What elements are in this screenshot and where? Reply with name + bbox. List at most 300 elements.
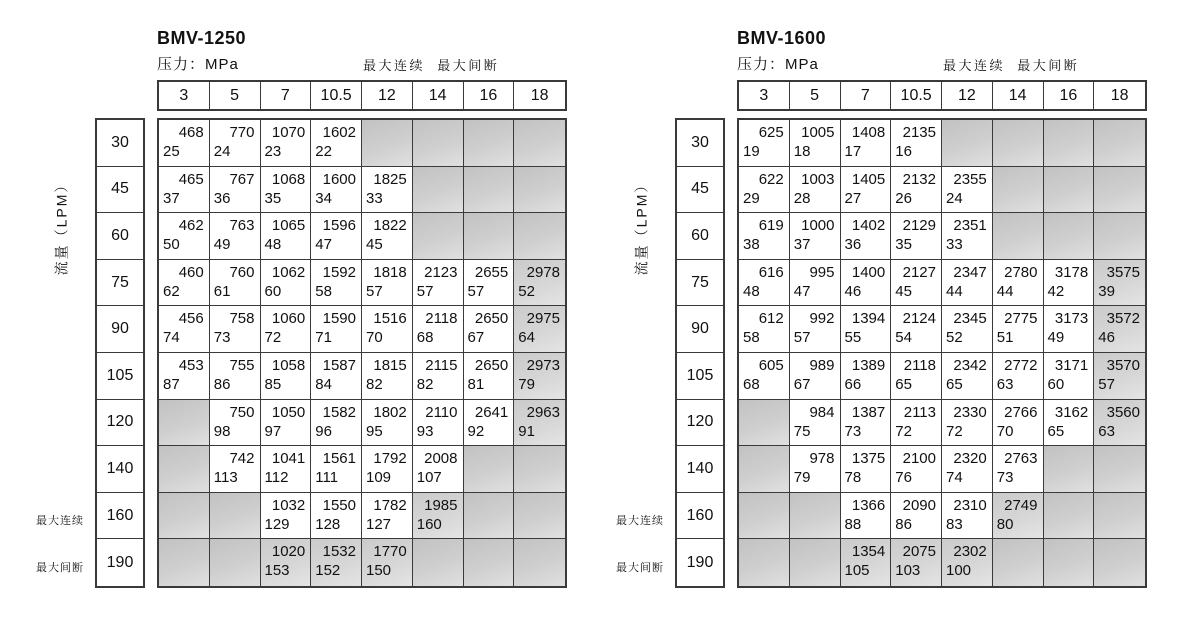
cell-90lpm-5mpa (210, 306, 261, 353)
cell-160lpm-3mpa (159, 493, 210, 540)
pressure-header-14: 14 (413, 82, 464, 109)
torque-value: 2123 (424, 263, 458, 281)
flow-axis-label-text: 流量（LPM） (633, 176, 650, 276)
pressure-header-12: 12 (942, 82, 993, 109)
cell-45lpm-16mpa (464, 167, 515, 214)
speed-value: 60 (264, 282, 282, 300)
cell-140lpm-5mpa (210, 446, 261, 493)
torque-speed-data-grid (157, 118, 567, 588)
torque-value: 2110 (425, 403, 458, 421)
torque-value: 1402 (851, 217, 886, 235)
speed-value: 95 (366, 422, 383, 440)
speed-value: 113 (213, 469, 238, 487)
torque-value: 2132 (902, 170, 936, 188)
torque-value: 1032 (271, 496, 306, 514)
speed-value: 57 (467, 282, 485, 300)
speed-value: 25 (163, 143, 180, 160)
speed-value: 92 (467, 422, 485, 440)
pump-table-bmv-1250 (36, 28, 567, 594)
speed-value: 152 (315, 562, 341, 580)
speed-value: 98 (213, 422, 231, 440)
speed-value: 96 (315, 422, 332, 440)
torque-value: 2118 (903, 356, 936, 374)
cell-75lpm-12mpa (362, 260, 413, 307)
pressure-header-row (157, 80, 567, 111)
pressure-header-16: 16 (1044, 82, 1095, 109)
torque-value: 755 (229, 356, 255, 374)
cell-105lpm-18mpa (514, 353, 565, 400)
cell-190lpm-7mpa (261, 539, 312, 586)
speed-value: 74 (163, 329, 180, 347)
cell-75lpm-14mpa (993, 260, 1044, 307)
torque-value: 2135 (902, 124, 936, 141)
speed-value: 67 (467, 329, 485, 347)
cell-120lpm-3mpa (739, 400, 790, 447)
torque-value: 1815 (373, 356, 407, 374)
torque-value: 1041 (271, 450, 306, 468)
torque-value: 1561 (322, 450, 356, 468)
cell-45lpm-14mpa (993, 167, 1044, 214)
speed-value: 61 (213, 282, 231, 300)
cell-140lpm-7mpa (261, 446, 312, 493)
cell-30lpm-14mpa (413, 120, 464, 167)
cell-45lpm-12mpa (362, 167, 413, 214)
cell-105lpm-14mpa (413, 353, 464, 400)
max-continuous-row-label: 最大连续 (36, 515, 84, 527)
cell-90lpm-7mpa (261, 306, 312, 353)
torque-value: 1818 (373, 263, 407, 281)
cell-60lpm-5mpa (210, 213, 261, 260)
speed-value: 24 (213, 143, 231, 160)
torque-value: 1532 (322, 543, 356, 561)
torque-value: 462 (178, 217, 204, 235)
cell-30lpm-3mpa (159, 120, 210, 167)
torque-value: 1060 (271, 310, 306, 328)
torque-value: 2355 (953, 170, 987, 188)
cell-45lpm-18mpa (514, 167, 565, 214)
speed-value: 84 (315, 375, 332, 393)
torque-value: 1822 (373, 217, 407, 235)
torque-value: 619 (758, 217, 784, 235)
cell-190lpm-5mpa (790, 539, 841, 586)
torque-value: 2749 (1004, 496, 1038, 514)
cell-30lpm-12mpa (362, 120, 413, 167)
cell-75lpm-7mpa (261, 260, 312, 307)
cell-75lpm-18mpa (1094, 260, 1145, 307)
torque-value: 3575 (1106, 263, 1140, 281)
flow-label-90: 90 (97, 306, 143, 353)
speed-value: 42 (1047, 282, 1065, 300)
cell-105lpm-7mpa (841, 353, 892, 400)
cell-45lpm-16mpa (1044, 167, 1095, 214)
cell-30lpm-5mpa (210, 120, 261, 167)
torque-value: 2978 (526, 263, 560, 281)
torque-value: 2775 (1004, 310, 1038, 328)
cell-75lpm-10.5mpa (311, 260, 362, 307)
cell-75lpm-16mpa (1044, 260, 1095, 307)
speed-value: 35 (264, 189, 282, 207)
cell-105lpm-16mpa (1044, 353, 1095, 400)
torque-value: 2100 (902, 450, 936, 468)
torque-value: 1770 (373, 543, 407, 561)
cell-75lpm-3mpa (159, 260, 210, 307)
cell-120lpm-18mpa (514, 400, 565, 447)
speed-value: 63 (996, 375, 1014, 393)
cell-190lpm-12mpa (362, 539, 413, 586)
cell-140lpm-18mpa (514, 446, 565, 493)
torque-value: 453 (178, 356, 204, 374)
torque-value: 2975 (526, 310, 560, 328)
torque-value: 1985 (424, 496, 458, 514)
cell-45lpm-3mpa (739, 167, 790, 214)
cell-120lpm-18mpa (1094, 400, 1145, 447)
cell-190lpm-3mpa (159, 539, 210, 586)
pressure-header-7: 7 (841, 82, 892, 109)
speed-value: 47 (793, 282, 811, 300)
torque-value: 1802 (373, 403, 407, 421)
speed-value: 79 (793, 469, 811, 487)
cell-75lpm-14mpa (413, 260, 464, 307)
speed-value: 127 (366, 515, 392, 533)
cell-90lpm-3mpa (159, 306, 210, 353)
speed-value: 63 (1098, 422, 1115, 440)
pressure-unit-label: 压力：MPa (737, 56, 819, 73)
torque-value: 612 (758, 310, 784, 328)
cell-120lpm-10.5mpa (891, 400, 942, 447)
torque-value: 1065 (271, 217, 306, 235)
torque-value: 1600 (322, 170, 356, 188)
cell-30lpm-16mpa (464, 120, 515, 167)
torque-value: 2345 (953, 310, 987, 328)
cell-30lpm-7mpa (261, 120, 312, 167)
torque-value: 1050 (271, 403, 306, 421)
cell-30lpm-18mpa (514, 120, 565, 167)
cell-140lpm-10.5mpa (891, 446, 942, 493)
cell-60lpm-7mpa (841, 213, 892, 260)
speed-value: 17 (844, 143, 862, 160)
cell-120lpm-5mpa (790, 400, 841, 447)
torque-value: 1354 (851, 543, 886, 561)
speed-value: 71 (315, 329, 332, 347)
torque-value: 1394 (851, 310, 886, 328)
pump-table-bmv-1600 (616, 28, 1147, 594)
torque-value: 2115 (425, 356, 458, 374)
torque-value: 2766 (1004, 403, 1038, 421)
cell-120lpm-14mpa (413, 400, 464, 447)
torque-value: 2655 (474, 263, 509, 281)
cell-160lpm-5mpa (210, 493, 261, 540)
speed-value: 87 (163, 375, 180, 393)
cell-105lpm-16mpa (464, 353, 515, 400)
cell-105lpm-7mpa (261, 353, 312, 400)
cell-60lpm-3mpa (159, 213, 210, 260)
cell-140lpm-18mpa (1094, 446, 1145, 493)
flow-values-column (95, 118, 145, 588)
cell-190lpm-3mpa (739, 539, 790, 586)
cell-60lpm-7mpa (261, 213, 312, 260)
torque-value: 2302 (953, 543, 987, 561)
cell-140lpm-5mpa (790, 446, 841, 493)
torque-value: 767 (229, 170, 255, 188)
cell-120lpm-7mpa (261, 400, 312, 447)
cell-30lpm-14mpa (993, 120, 1044, 167)
speed-value: 28 (793, 189, 811, 207)
flow-label-75: 75 (97, 260, 143, 307)
torque-value: 2973 (526, 356, 560, 374)
speed-value: 103 (895, 562, 921, 580)
speed-value: 107 (416, 469, 442, 487)
speed-value: 91 (518, 422, 535, 440)
torque-value: 2342 (953, 356, 987, 374)
flow-label-120: 120 (97, 400, 143, 447)
torque-value: 1375 (851, 450, 886, 468)
torque-value: 1590 (322, 310, 356, 328)
speed-value: 83 (946, 515, 963, 533)
cell-190lpm-5mpa (210, 539, 261, 586)
flow-label-60: 60 (97, 213, 143, 260)
cell-90lpm-10.5mpa (891, 306, 942, 353)
speed-value: 37 (793, 236, 811, 254)
torque-value: 2124 (902, 310, 936, 328)
speed-value: 27 (844, 189, 862, 207)
torque-value: 989 (809, 356, 835, 374)
cell-75lpm-7mpa (841, 260, 892, 307)
speed-value: 66 (844, 375, 862, 393)
speed-value: 29 (743, 189, 760, 207)
speed-value: 57 (793, 329, 811, 347)
speed-value: 37 (163, 189, 180, 207)
cell-140lpm-10.5mpa (311, 446, 362, 493)
torque-value: 1582 (322, 403, 356, 421)
torque-value: 984 (809, 403, 835, 421)
torque-value: 1387 (851, 403, 886, 421)
cell-160lpm-3mpa (739, 493, 790, 540)
torque-value: 3560 (1106, 403, 1140, 421)
cell-30lpm-16mpa (1044, 120, 1095, 167)
speed-value: 97 (264, 422, 282, 440)
cell-30lpm-10.5mpa (311, 120, 362, 167)
flow-label-45: 45 (677, 167, 723, 214)
max-continuous-row-label: 最大连续 (616, 515, 664, 527)
flow-label-120: 120 (677, 400, 723, 447)
torque-value: 1070 (271, 124, 306, 141)
max-intermittent-row-label: 最大间断 (36, 562, 84, 574)
cell-140lpm-12mpa (362, 446, 413, 493)
speed-value: 65 (1047, 422, 1065, 440)
torque-value: 605 (758, 356, 784, 374)
flow-label-30: 30 (677, 120, 723, 167)
flow-label-105: 105 (677, 353, 723, 400)
torque-value: 3178 (1054, 263, 1089, 281)
cell-90lpm-10.5mpa (311, 306, 362, 353)
flow-label-30: 30 (97, 120, 143, 167)
cell-140lpm-14mpa (993, 446, 1044, 493)
cell-90lpm-7mpa (841, 306, 892, 353)
speed-value: 26 (895, 189, 912, 207)
cell-105lpm-10.5mpa (311, 353, 362, 400)
speed-value: 160 (416, 515, 442, 533)
cell-45lpm-3mpa (159, 167, 210, 214)
cell-105lpm-14mpa (993, 353, 1044, 400)
torque-value: 1068 (271, 170, 306, 188)
torque-value: 2008 (424, 450, 458, 468)
cell-120lpm-12mpa (942, 400, 993, 447)
torque-value: 2118 (425, 310, 458, 328)
cell-105lpm-12mpa (942, 353, 993, 400)
speed-value: 50 (163, 236, 180, 254)
torque-value: 616 (758, 263, 784, 281)
cell-60lpm-18mpa (1094, 213, 1145, 260)
cell-140lpm-3mpa (159, 446, 210, 493)
speed-value: 105 (844, 562, 870, 580)
speed-value: 24 (946, 189, 963, 207)
cell-160lpm-5mpa (790, 493, 841, 540)
torque-value: 3162 (1054, 403, 1089, 421)
cell-120lpm-3mpa (159, 400, 210, 447)
speed-value: 52 (518, 282, 535, 300)
speed-value: 48 (264, 236, 282, 254)
speed-value: 75 (793, 422, 811, 440)
cell-140lpm-16mpa (464, 446, 515, 493)
cell-45lpm-10.5mpa (891, 167, 942, 214)
cell-90lpm-14mpa (413, 306, 464, 353)
speed-value: 47 (315, 236, 332, 254)
flow-label-190: 190 (106, 553, 134, 571)
cell-60lpm-12mpa (362, 213, 413, 260)
cell-60lpm-16mpa (464, 213, 515, 260)
speed-value: 38 (743, 236, 760, 254)
speed-value: 73 (996, 469, 1014, 487)
torque-value: 456 (178, 310, 204, 328)
torque-value: 1389 (851, 356, 886, 374)
pressure-header-10.5: 10.5 (891, 82, 942, 109)
speed-value: 33 (946, 236, 963, 254)
torque-value: 1602 (322, 124, 356, 141)
cell-60lpm-10.5mpa (891, 213, 942, 260)
flow-label-190: 190 (686, 553, 714, 571)
speed-value: 54 (895, 329, 912, 347)
flow-axis-label-text: 流量（LPM） (53, 176, 70, 276)
torque-value: 2650 (474, 310, 509, 328)
torque-value: 2963 (526, 403, 560, 421)
cell-60lpm-14mpa (993, 213, 1044, 260)
cell-105lpm-3mpa (159, 353, 210, 400)
torque-value: 460 (178, 263, 204, 281)
speed-value: 65 (946, 375, 963, 393)
torque-value: 1516 (373, 310, 407, 328)
speed-value: 85 (264, 375, 282, 393)
cell-140lpm-14mpa (413, 446, 464, 493)
speed-value: 72 (895, 422, 912, 440)
speed-value: 34 (315, 189, 332, 207)
cell-60lpm-16mpa (1044, 213, 1095, 260)
cell-160lpm-7mpa (841, 493, 892, 540)
speed-value: 39 (1098, 282, 1115, 300)
speed-value: 44 (946, 282, 963, 300)
cell-30lpm-7mpa (841, 120, 892, 167)
cell-30lpm-5mpa (790, 120, 841, 167)
cell-140lpm-12mpa (942, 446, 993, 493)
speed-value: 86 (895, 515, 912, 533)
pressure-header-row (737, 80, 1147, 111)
torque-value: 2127 (902, 263, 936, 281)
cell-75lpm-5mpa (790, 260, 841, 307)
speed-value: 65 (895, 375, 912, 393)
speed-value: 153 (264, 562, 290, 580)
cell-190lpm-18mpa (514, 539, 565, 586)
cell-190lpm-12mpa (942, 539, 993, 586)
cell-45lpm-7mpa (261, 167, 312, 214)
torque-value: 1405 (851, 170, 886, 188)
torque-value: 2763 (1004, 450, 1038, 468)
speed-value: 45 (366, 236, 383, 254)
flow-label-45: 45 (97, 167, 143, 214)
cell-160lpm-16mpa (464, 493, 515, 540)
torque-value: 1592 (322, 263, 356, 281)
cell-120lpm-7mpa (841, 400, 892, 447)
torque-value: 770 (229, 124, 255, 141)
table-title: BMV-1250 (157, 28, 247, 48)
cell-60lpm-12mpa (942, 213, 993, 260)
cell-120lpm-16mpa (1044, 400, 1095, 447)
torque-value: 1550 (322, 496, 356, 514)
speed-value: 44 (996, 282, 1014, 300)
cell-105lpm-12mpa (362, 353, 413, 400)
speed-value: 58 (315, 282, 332, 300)
torque-value: 763 (229, 217, 255, 235)
pressure-header-5: 5 (210, 82, 261, 109)
cell-105lpm-5mpa (210, 353, 261, 400)
cell-45lpm-12mpa (942, 167, 993, 214)
speed-value: 128 (315, 515, 341, 533)
pressure-header-7: 7 (261, 82, 312, 109)
torque-value: 1005 (801, 124, 835, 141)
torque-value: 1000 (801, 217, 835, 235)
cell-90lpm-5mpa (790, 306, 841, 353)
speed-value: 16 (895, 143, 912, 160)
speed-value: 49 (213, 236, 231, 254)
speed-value: 57 (1098, 375, 1115, 393)
speed-value: 52 (946, 329, 963, 347)
flow-label-140: 140 (97, 446, 143, 493)
pressure-header-14: 14 (993, 82, 1044, 109)
torque-value: 742 (229, 450, 255, 468)
pressure-header-18: 18 (530, 86, 549, 104)
speed-value: 67 (793, 375, 811, 393)
torque-value: 1408 (851, 124, 886, 141)
torque-value: 750 (229, 403, 255, 421)
torque-value: 3570 (1106, 356, 1140, 374)
flow-label-105: 105 (97, 353, 143, 400)
max-continuous-intermittent-header: 最大连续 最大间断 (943, 58, 1080, 73)
torque-value: 622 (758, 170, 784, 188)
torque-value: 758 (229, 310, 255, 328)
torque-value: 2310 (953, 496, 987, 514)
torque-value: 1596 (322, 217, 356, 235)
cell-120lpm-10.5mpa (311, 400, 362, 447)
speed-value: 72 (264, 329, 282, 347)
cell-30lpm-10.5mpa (891, 120, 942, 167)
torque-value: 3572 (1106, 310, 1140, 328)
speed-value: 82 (366, 375, 383, 393)
table-title: BMV-1600 (737, 28, 827, 48)
torque-value: 2129 (902, 217, 936, 235)
cell-75lpm-5mpa (210, 260, 261, 307)
cell-90lpm-12mpa (362, 306, 413, 353)
cell-75lpm-10.5mpa (891, 260, 942, 307)
flow-values-column (675, 118, 725, 588)
cell-75lpm-18mpa (514, 260, 565, 307)
